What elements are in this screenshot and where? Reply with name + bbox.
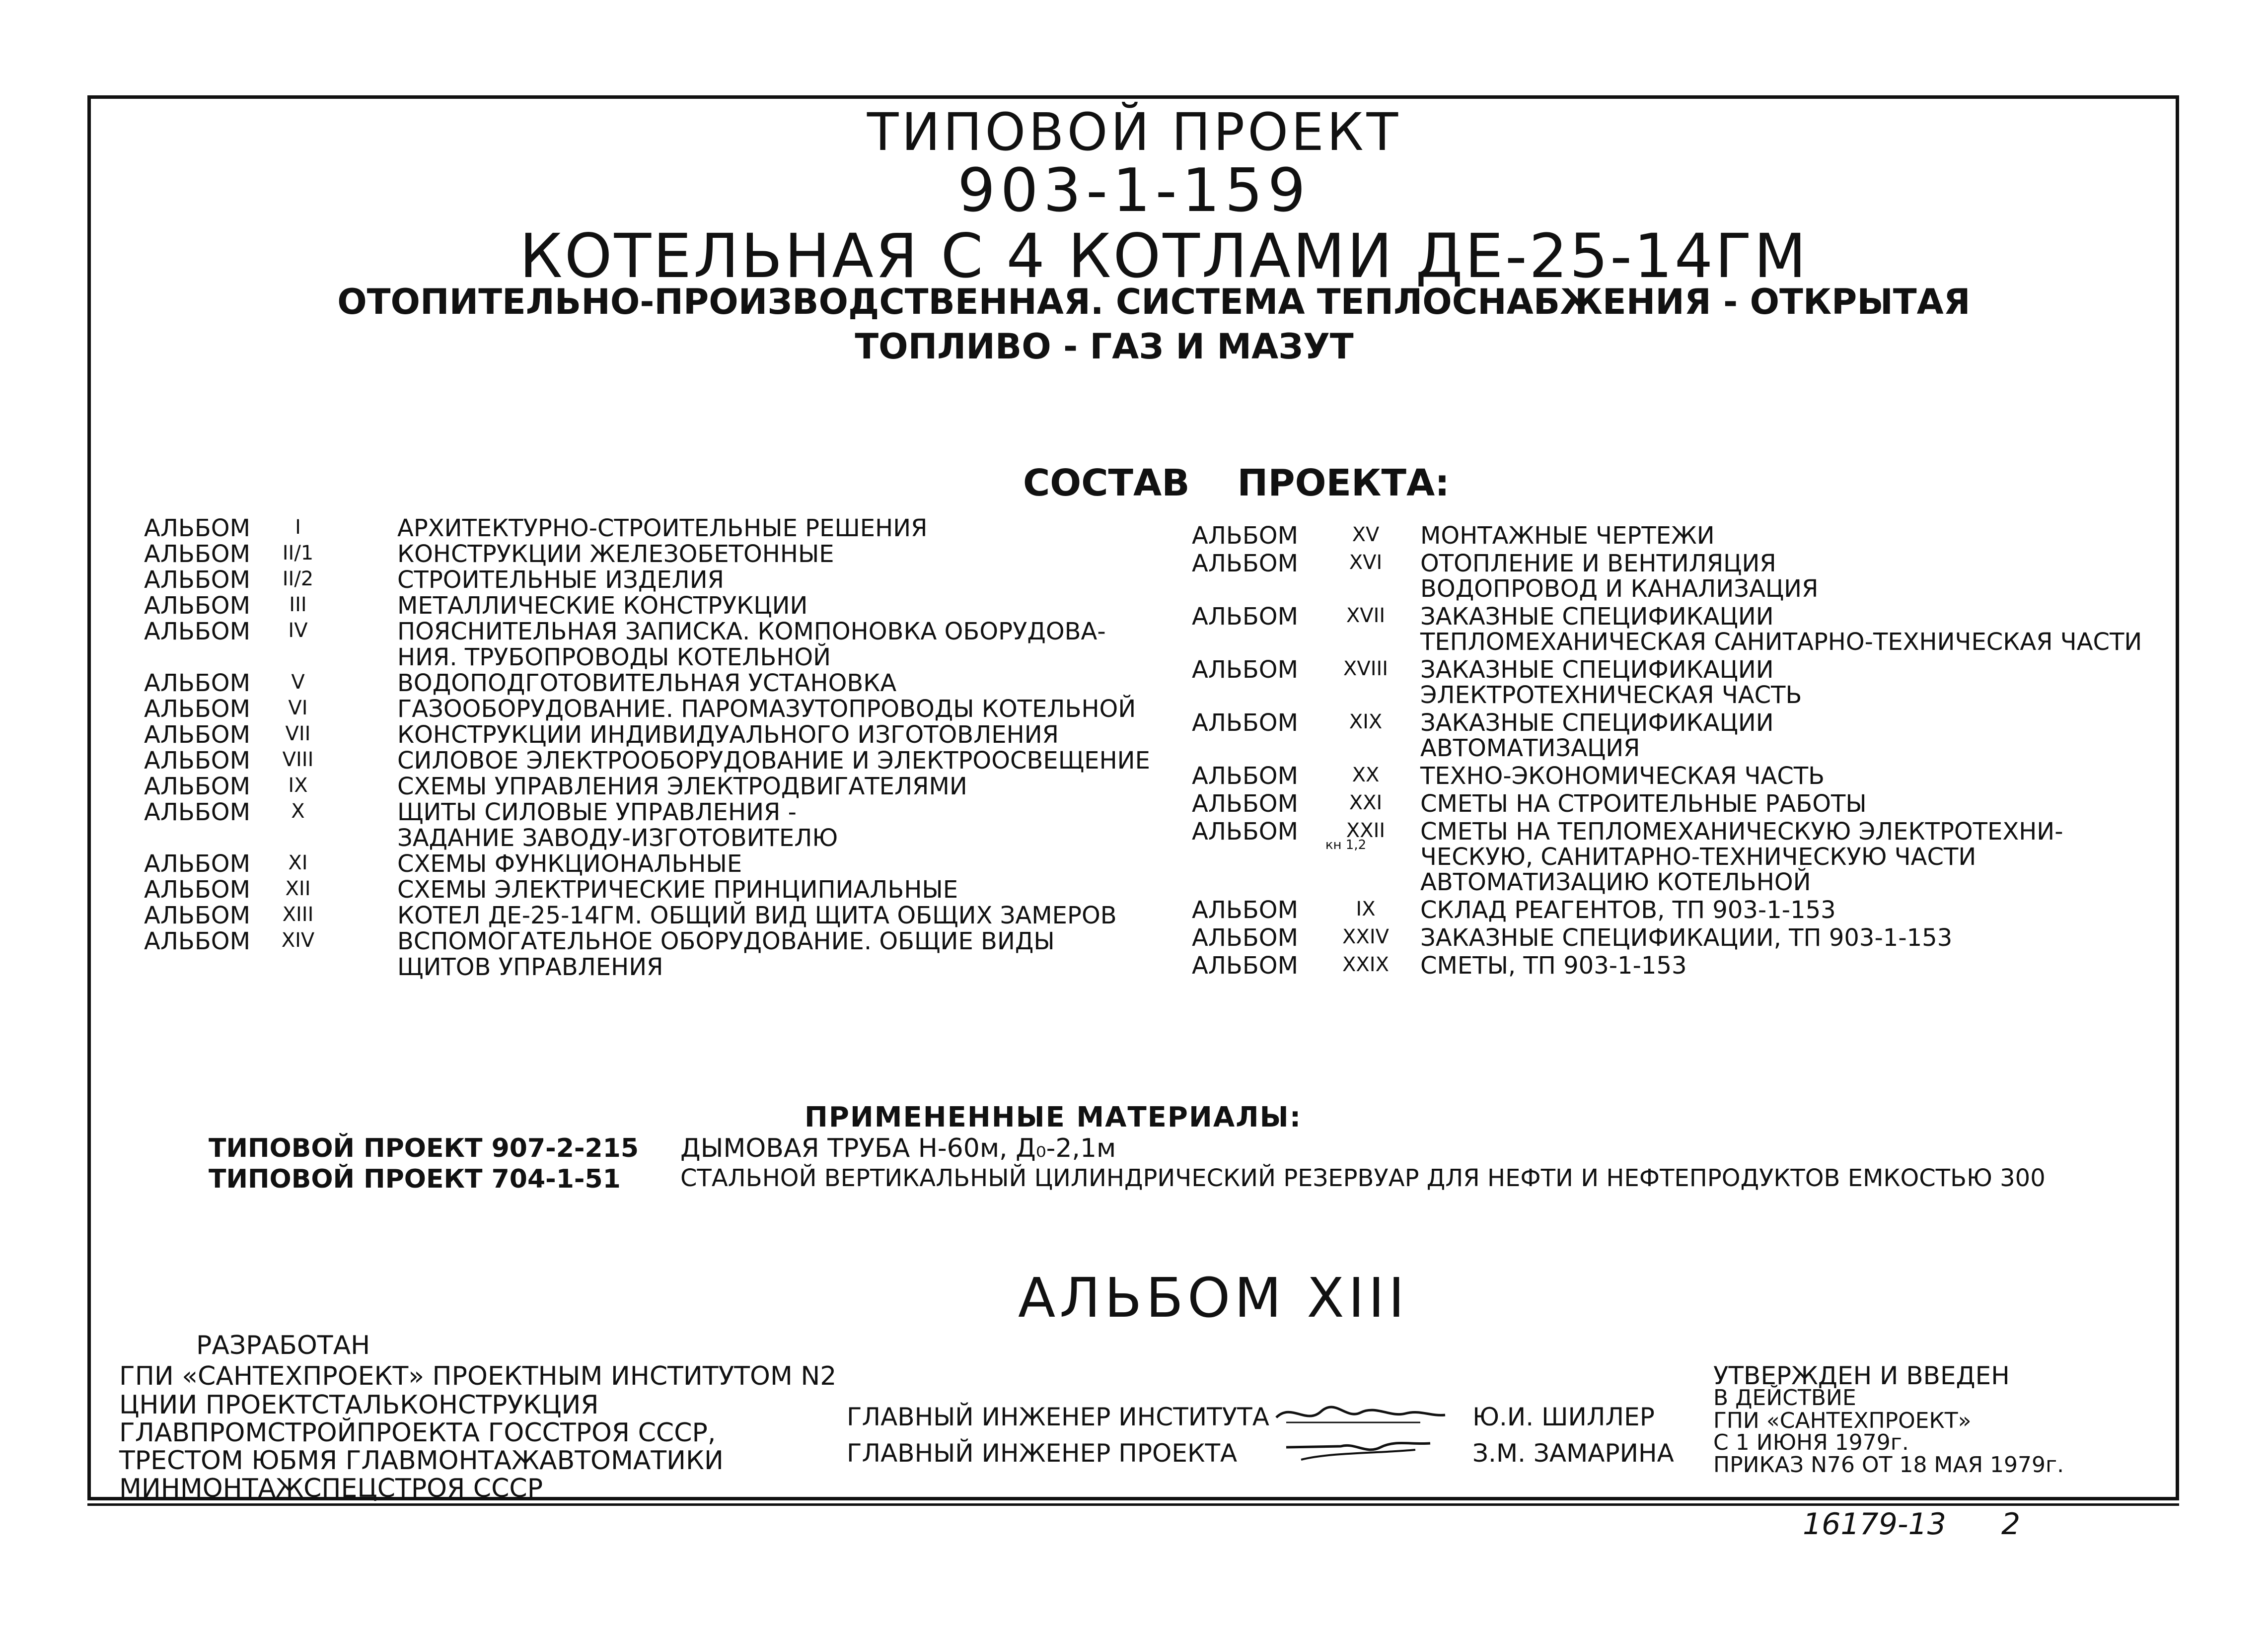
album-number: XIV	[281, 929, 315, 952]
album-row	[144, 516, 1162, 542]
album-row	[144, 878, 1162, 904]
album-label: АЛЬБОМ	[1192, 603, 1298, 631]
developer-line-1: ГПИ «САНТЕХПРОЕКТ» ПРОЕКТНЫМ ИНСТИТУТОМ N2	[119, 1361, 837, 1391]
album-number: XVII	[1346, 604, 1386, 627]
album-description-line: ЩИТЫ СИЛОВЫЕ УПРАВЛЕНИЯ -	[397, 798, 797, 826]
album-label: АЛЬБОМ	[144, 850, 250, 878]
album-description-line: АРХИТЕКТУРНО-СТРОИТЕЛЬНЫЕ РЕШЕНИЯ	[397, 514, 928, 542]
album-description-line: МЕТАЛЛИЧЕСКИЕ КОНСТРУКЦИИ	[397, 592, 808, 620]
album-label: АЛЬБОМ	[1192, 550, 1298, 577]
album-label: АЛЬБОМ	[144, 592, 250, 620]
album-row	[144, 775, 1162, 800]
album-number: IV	[288, 619, 308, 642]
album-description-line: СИЛОВОЕ ЭЛЕКТРООБОРУДОВАНИЕ И ЭЛЕКТРООСВЕЩЕНИЕ	[397, 747, 1150, 775]
approval-line-2: В ДЕЙСТВИЕ	[1713, 1385, 1856, 1411]
album-description-line: СХЕМЫ УПРАВЛЕНИЯ ЭЛЕКТРОДВИГАТЕЛЯМИ	[397, 773, 967, 800]
composition-heading: СОСТАВ ПРОЕКТА:	[1023, 462, 1450, 504]
project-title: КОТЕЛЬНАЯ С 4 КОТЛАМИ ДЕ-25-14ГМ	[519, 221, 1809, 291]
album-number: XXI	[1349, 791, 1383, 814]
album-label: АЛЬБОМ	[1192, 818, 1298, 846]
album-description-line: СМЕТЫ НА СТРОИТЕЛЬНЫЕ РАБОТЫ	[1420, 790, 1867, 818]
album-row	[1192, 764, 2175, 789]
album-row	[144, 929, 1162, 981]
album-number: XIX	[1349, 710, 1383, 733]
developer-heading: РАЗРАБОТАН	[196, 1331, 370, 1360]
album-number: IX	[288, 774, 308, 797]
album-subnumber: кн 1,2	[1325, 838, 1367, 852]
album-label: АЛЬБОМ	[144, 927, 250, 955]
album-number: VI	[288, 697, 308, 719]
album-description-line: ЗАДАНИЕ ЗАВОДУ-ИЗГОТОВИТЕЛЮ	[397, 824, 838, 852]
album-row	[1192, 792, 2175, 817]
album-number: XIII	[282, 903, 314, 926]
signature-chief-engineer-project	[1281, 1432, 1440, 1467]
album-label: АЛЬБОМ	[1192, 952, 1298, 980]
approval-line-5: ПРИКАЗ N76 ОТ 18 МАЯ 1979г.	[1713, 1452, 2064, 1478]
album-row	[144, 723, 1162, 749]
album-description-line: ЭЛЕКТРОТЕХНИЧЕСКАЯ ЧАСТЬ	[1420, 681, 1802, 709]
album-number-label: АЛЬБОМ XIII	[1018, 1266, 1409, 1330]
album-number: XXIV	[1342, 925, 1389, 948]
album-description-line: КОТЕЛ ДЕ-25-14ГМ. ОБЩИЙ ВИД ЩИТА ОБЩИХ ЗАМЕРОВ	[397, 902, 1117, 929]
album-description-line: НИЯ. ТРУБОПРОВОДЫ КОТЕЛЬНОЙ	[397, 643, 831, 671]
developer-line-3: ГЛАВПРОМСТРОЙПРОЕКТА ГОССТРОЯ СССР,	[119, 1418, 716, 1448]
project-number: 903-1-159	[957, 156, 1311, 225]
album-description-line: ЗАКАЗНЫЕ СПЕЦИФИКАЦИИ	[1420, 603, 1774, 631]
album-label: АЛЬБОМ	[144, 798, 250, 826]
album-description-line: ГАЗООБОРУДОВАНИЕ. ПАРОМАЗУТОПРОВОДЫ КОТЕЛЬНОЙ	[397, 695, 1136, 723]
album-description-line: СХЕМЫ ЭЛЕКТРИЧЕСКИЕ ПРИНЦИПИАЛЬНЫЕ	[397, 876, 958, 904]
album-description-line: ПОЯСНИТЕЛЬНАЯ ЗАПИСКА. КОМПОНОВКА ОБОРУДОВА-	[397, 618, 1106, 645]
album-label: АЛЬБОМ	[1192, 709, 1298, 737]
album-number: V	[291, 671, 305, 694]
developer-line-2: ЦНИИ ПРОЕКТСТАЛЬКОНСТРУКЦИЯ	[119, 1390, 599, 1420]
album-description-line: ЗАКАЗНЫЕ СПЕЦИФИКАЦИИ	[1420, 656, 1774, 684]
album-description-line: ТЕХНО-ЭКОНОМИЧЕСКАЯ ЧАСТЬ	[1420, 762, 1825, 790]
developer-line-5: МИНМОНТАЖСПЕЦСТРОЯ СССР	[119, 1474, 543, 1503]
album-number: II/1	[282, 542, 314, 565]
album-row	[144, 749, 1162, 775]
album-description-line: СТРОИТЕЛЬНЫЕ ИЗДЕЛИЯ	[397, 566, 725, 594]
album-number: VIII	[282, 748, 314, 771]
album-label: АЛЬБОМ	[144, 773, 250, 800]
album-description-line: ЩИТОВ УПРАВЛЕНИЯ	[397, 953, 663, 981]
album-label: АЛЬБОМ	[1192, 762, 1298, 790]
album-number: X	[291, 800, 305, 823]
album-description-line: КОНСТРУКЦИИ ЖЕЛЕЗОБЕТОННЫЕ	[397, 540, 834, 568]
document-code: 16179-13	[1803, 1507, 1946, 1542]
album-description-line: ОТОПЛЕНИЕ И ВЕНТИЛЯЦИЯ	[1420, 550, 1776, 577]
album-label: АЛЬБОМ	[144, 721, 250, 749]
album-number: XII	[285, 877, 311, 900]
album-row	[144, 542, 1162, 568]
album-number: XV	[1352, 523, 1380, 546]
album-number: XX	[1352, 764, 1380, 786]
album-description-line: ВСПОМОГАТЕЛЬНОЕ ОБОРУДОВАНИЕ. ОБЩИЕ ВИДЫ	[397, 927, 1055, 955]
album-description-line: МОНТАЖНЫЕ ЧЕРТЕЖИ	[1420, 522, 1715, 550]
album-number: II/2	[282, 567, 314, 590]
signature-role-1: ГЛАВНЫЙ ИНЖЕНЕР ИНСТИТУТА	[847, 1403, 1269, 1431]
album-description-line: АВТОМАТИЗАЦИЯ	[1420, 734, 1640, 762]
signature-name-1: Ю.И. ШИЛЛЕР	[1472, 1403, 1655, 1431]
album-number: XXII	[1346, 819, 1386, 842]
album-number: VII	[285, 722, 311, 745]
album-label: АЛЬБОМ	[144, 902, 250, 929]
album-row	[144, 904, 1162, 929]
album-row	[144, 671, 1162, 697]
albums-list-right	[1192, 524, 2175, 1000]
signature-name-2: З.М. ЗАМАРИНА	[1472, 1439, 1674, 1468]
approval-line-1: УТВЕРЖДЕН И ВВЕДЕН	[1713, 1361, 2010, 1390]
album-row	[1192, 524, 2175, 549]
album-description-line: ТЕПЛОМЕХАНИЧЕСКАЯ САНИТАРНО-ТЕХНИЧЕСКАЯ ЧАСТИ	[1420, 628, 2142, 656]
album-label: АЛЬБОМ	[144, 540, 250, 568]
album-description-line: ЗАКАЗНЫЕ СПЕЦИФИКАЦИИ, ТП 903-1-153	[1420, 924, 1953, 952]
album-label: АЛЬБОМ	[144, 695, 250, 723]
album-row	[1192, 926, 2175, 951]
album-number: XI	[288, 851, 308, 874]
approval-line-3: ГПИ «САНТЕХПРОЕКТ»	[1713, 1408, 1972, 1433]
albums-list-left	[144, 516, 1162, 993]
album-description-line: КОНСТРУКЦИИ ИНДИВИДУАЛЬНОГО ИЗГОТОВЛЕНИЯ	[397, 721, 1059, 749]
album-description-line: АВТОМАТИЗАЦИЮ КОТЕЛЬНОЙ	[1420, 868, 1811, 896]
album-label: АЛЬБОМ	[144, 747, 250, 775]
album-label: АЛЬБОМ	[144, 669, 250, 697]
album-number: XXIX	[1342, 953, 1389, 976]
album-label: АЛЬБОМ	[144, 876, 250, 904]
material-ref-2: ТИПОВОЙ ПРОЕКТ 704-1-51	[209, 1164, 621, 1194]
bottom-rule	[87, 1503, 2179, 1506]
signature-chief-engineer-institute	[1271, 1398, 1450, 1432]
album-label: АЛЬБОМ	[1192, 896, 1298, 924]
material-ref-1: ТИПОВОЙ ПРОЕКТ 907-2-215	[209, 1133, 639, 1163]
materials-heading: ПРИМЕНЕННЫЕ МАТЕРИАЛЫ:	[805, 1101, 1302, 1133]
album-number: I	[295, 516, 301, 539]
album-row	[144, 568, 1162, 594]
album-description-line: СХЕМЫ ФУНКЦИОНАЛЬНЫЕ	[397, 850, 742, 878]
project-subtitle-fuel: ТОПЛИВО - ГАЗ И МАЗУТ	[855, 326, 1354, 367]
signature-role-2: ГЛАВНЫЙ ИНЖЕНЕР ПРОЕКТА	[847, 1439, 1238, 1468]
album-description-line: СКЛАД РЕАГЕНТОВ, ТП 903-1-153	[1420, 896, 1836, 924]
album-description-line: ЧЕСКУЮ, САНИТАРНО-ТЕХНИЧЕСКУЮ ЧАСТИ	[1420, 843, 1976, 871]
album-label: АЛЬБОМ	[144, 618, 250, 645]
album-label: АЛЬБОМ	[1192, 790, 1298, 818]
album-label: АЛЬБОМ	[144, 566, 250, 594]
album-row	[1192, 898, 2175, 923]
album-description-line: ВОДОПОДГОТОВИТЕЛЬНАЯ УСТАНОВКА	[397, 669, 897, 697]
material-desc-1: ДЫМОВАЯ ТРУБА Н-60м, Д₀-2,1м	[680, 1133, 1116, 1163]
album-row	[1192, 605, 2175, 655]
project-subtitle-system: ОТОПИТЕЛЬНО-ПРОИЗВОДСТВЕННАЯ. СИСТЕМА ТЕПЛОСНАБЖЕНИЯ - ОТКРЫТАЯ	[337, 282, 1971, 322]
album-description-line: ЗАКАЗНЫЕ СПЕЦИФИКАЦИИ	[1420, 709, 1774, 737]
page-number: 2	[2001, 1507, 2021, 1542]
album-number: IX	[1356, 898, 1376, 920]
material-desc-2: СТАЛЬНОЙ ВЕРТИКАЛЬНЫЙ ЦИЛИНДРИЧЕСКИЙ РЕЗЕРВУАР ДЛЯ НЕФТИ И НЕФТЕПРОДУКТОВ ЕМКОСТЬЮ 300	[680, 1164, 2046, 1192]
album-label: АЛЬБОМ	[144, 514, 250, 542]
developer-line-4: ТРЕСТОМ ЮБМЯ ГЛАВМОНТАЖАВТОМАТИКИ	[119, 1446, 724, 1476]
album-label: АЛЬБОМ	[1192, 522, 1298, 550]
album-row	[1192, 820, 2175, 896]
album-description-line: СМЕТЫ, ТП 903-1-153	[1420, 952, 1687, 980]
album-description-line: ВОДОПРОВОД И КАНАЛИЗАЦИЯ	[1420, 575, 1819, 603]
album-row	[144, 594, 1162, 620]
album-number: XVIII	[1343, 657, 1389, 680]
document-type-title: ТИПОВОЙ ПРОЕКТ	[867, 102, 1401, 162]
album-row	[1192, 658, 2175, 708]
album-row	[144, 800, 1162, 852]
album-row	[144, 697, 1162, 723]
album-number: XVI	[1349, 551, 1383, 574]
album-row	[1192, 552, 2175, 602]
album-description-line: СМЕТЫ НА ТЕПЛОМЕХАНИЧЕСКУЮ ЭЛЕКТРОТЕХНИ-	[1420, 818, 2063, 846]
album-label: АЛЬБОМ	[1192, 924, 1298, 952]
album-row	[1192, 711, 2175, 762]
album-number: III	[289, 593, 307, 616]
approval-line-4: С 1 ИЮНЯ 1979г.	[1713, 1430, 1909, 1455]
album-label: АЛЬБОМ	[1192, 656, 1298, 684]
album-row	[1192, 954, 2175, 979]
album-row	[144, 852, 1162, 878]
album-row	[144, 620, 1162, 671]
